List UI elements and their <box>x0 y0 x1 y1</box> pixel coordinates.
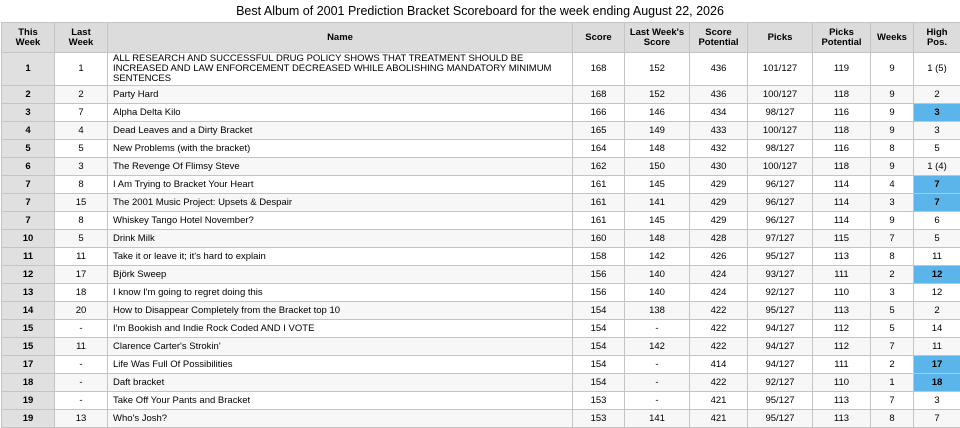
last-week-cell: - <box>55 320 108 338</box>
high-pos-cell: 11 <box>914 248 960 266</box>
high-pos-cell: 3 <box>914 122 960 140</box>
last-week-score-cell: - <box>625 392 690 410</box>
high-pos-cell: 12 <box>914 284 960 302</box>
picks-cell: 92/127 <box>748 374 813 392</box>
weeks-cell: 3 <box>871 284 914 302</box>
picks-potential-cell: 118 <box>813 158 871 176</box>
picks-potential-cell: 112 <box>813 338 871 356</box>
this-week-cell: 7 <box>2 194 55 212</box>
score-potential-cell: 432 <box>690 140 748 158</box>
picks-potential-cell: 111 <box>813 266 871 284</box>
score-cell: 160 <box>573 230 625 248</box>
last-week-cell: 1 <box>55 53 108 86</box>
score-potential-cell: 426 <box>690 248 748 266</box>
score-cell: 162 <box>573 158 625 176</box>
score-cell: 156 <box>573 266 625 284</box>
last-week-score-cell: - <box>625 320 690 338</box>
score-potential-cell: 422 <box>690 302 748 320</box>
table-row <box>2 356 960 374</box>
name-cell: The 2001 Music Project: Upsets & Despair <box>108 194 573 212</box>
picks-potential-cell: 114 <box>813 176 871 194</box>
this-week-cell: 10 <box>2 230 55 248</box>
table-row <box>2 53 960 86</box>
picks-potential-cell: 112 <box>813 320 871 338</box>
column-header-score-potential[interactable]: Score Potential <box>690 23 748 53</box>
last-week-cell: 11 <box>55 248 108 266</box>
this-week-cell: 6 <box>2 158 55 176</box>
picks-potential-cell: 110 <box>813 374 871 392</box>
last-week-score-cell: 148 <box>625 140 690 158</box>
name-cell: Life Was Full Of Possibilities <box>108 356 573 374</box>
this-week-cell: 4 <box>2 122 55 140</box>
score-potential-cell: 428 <box>690 230 748 248</box>
picks-cell: 93/127 <box>748 266 813 284</box>
score-potential-cell: 436 <box>690 86 748 104</box>
last-week-cell: 13 <box>55 410 108 428</box>
picks-cell: 98/127 <box>748 104 813 122</box>
last-week-score-cell: - <box>625 356 690 374</box>
weeks-cell: 2 <box>871 266 914 284</box>
name-cell: ALL RESEARCH AND SUCCESSFUL DRUG POLICY SHOWS THAT TREATMENT SHOULD BE INCREASED AND LAW ENFORCEMENT DECREASED WHILE ABOLISHING MANDATORY MINIMUM SENTENCES <box>108 53 573 86</box>
table-row <box>2 266 960 284</box>
this-week-cell: 12 <box>2 266 55 284</box>
last-week-cell: 5 <box>55 230 108 248</box>
score-cell: 154 <box>573 356 625 374</box>
high-pos-cell: 12 <box>914 266 960 284</box>
table-row <box>2 140 960 158</box>
score-potential-cell: 434 <box>690 104 748 122</box>
picks-cell: 100/127 <box>748 122 813 140</box>
weeks-cell: 9 <box>871 158 914 176</box>
name-cell: New Problems (with the bracket) <box>108 140 573 158</box>
last-week-cell: 15 <box>55 194 108 212</box>
this-week-cell: 14 <box>2 302 55 320</box>
picks-cell: 94/127 <box>748 338 813 356</box>
high-pos-cell: 1 (4) <box>914 158 960 176</box>
picks-cell: 100/127 <box>748 158 813 176</box>
score-potential-cell: 433 <box>690 122 748 140</box>
score-cell: 154 <box>573 374 625 392</box>
score-potential-cell: 422 <box>690 374 748 392</box>
score-cell: 161 <box>573 194 625 212</box>
name-cell: Clarence Carter's Strokin' <box>108 338 573 356</box>
column-header-weeks[interactable]: Weeks <box>871 23 914 53</box>
weeks-cell: 9 <box>871 122 914 140</box>
weeks-cell: 7 <box>871 392 914 410</box>
score-potential-cell: 429 <box>690 194 748 212</box>
picks-potential-cell: 115 <box>813 230 871 248</box>
score-potential-cell: 424 <box>690 266 748 284</box>
picks-potential-cell: 116 <box>813 140 871 158</box>
last-week-score-cell: 150 <box>625 158 690 176</box>
last-week-score-cell: 142 <box>625 338 690 356</box>
name-cell: Drink Milk <box>108 230 573 248</box>
name-cell: Who's Josh? <box>108 410 573 428</box>
high-pos-cell: 11 <box>914 338 960 356</box>
picks-cell: 95/127 <box>748 248 813 266</box>
score-cell: 158 <box>573 248 625 266</box>
this-week-cell: 15 <box>2 338 55 356</box>
last-week-score-cell: 146 <box>625 104 690 122</box>
high-pos-cell: 6 <box>914 212 960 230</box>
name-cell: Take Off Your Pants and Bracket <box>108 392 573 410</box>
score-cell: 166 <box>573 104 625 122</box>
score-potential-cell: 414 <box>690 356 748 374</box>
picks-potential-cell: 110 <box>813 284 871 302</box>
table-row <box>2 302 960 320</box>
score-cell: 168 <box>573 86 625 104</box>
last-week-score-cell: 140 <box>625 266 690 284</box>
this-week-cell: 2 <box>2 86 55 104</box>
column-header-name[interactable]: Name <box>108 23 573 53</box>
high-pos-cell: 17 <box>914 356 960 374</box>
table-row <box>2 284 960 302</box>
table-row <box>2 374 960 392</box>
name-cell: Whiskey Tango Hotel November? <box>108 212 573 230</box>
this-week-cell: 5 <box>2 140 55 158</box>
name-cell: I Am Trying to Bracket Your Heart <box>108 176 573 194</box>
table-row <box>2 338 960 356</box>
weeks-cell: 9 <box>871 104 914 122</box>
table-row <box>2 248 960 266</box>
column-header-picks[interactable]: Picks <box>748 23 813 53</box>
picks-cell: 101/127 <box>748 53 813 86</box>
high-pos-cell: 5 <box>914 230 960 248</box>
picks-potential-cell: 119 <box>813 53 871 86</box>
last-week-score-cell: 141 <box>625 194 690 212</box>
score-potential-cell: 422 <box>690 320 748 338</box>
picks-potential-cell: 113 <box>813 392 871 410</box>
last-week-cell: - <box>55 356 108 374</box>
high-pos-cell: 7 <box>914 410 960 428</box>
last-week-cell: 2 <box>55 86 108 104</box>
picks-cell: 96/127 <box>748 194 813 212</box>
weeks-cell: 9 <box>871 86 914 104</box>
name-cell: Björk Sweep <box>108 266 573 284</box>
picks-cell: 92/127 <box>748 284 813 302</box>
table-row <box>2 230 960 248</box>
last-week-score-cell: 152 <box>625 53 690 86</box>
column-header-this-week[interactable]: This Week <box>2 23 55 53</box>
name-cell: I'm Bookish and Indie Rock Coded AND I VOTE <box>108 320 573 338</box>
last-week-cell: 20 <box>55 302 108 320</box>
high-pos-cell: 7 <box>914 176 960 194</box>
score-potential-cell: 429 <box>690 212 748 230</box>
name-cell: Take it or leave it; it's hard to explain <box>108 248 573 266</box>
this-week-cell: 7 <box>2 176 55 194</box>
score-cell: 154 <box>573 320 625 338</box>
this-week-cell: 3 <box>2 104 55 122</box>
this-week-cell: 18 <box>2 374 55 392</box>
last-week-score-cell: 145 <box>625 212 690 230</box>
weeks-cell: 9 <box>871 53 914 86</box>
name-cell: Dead Leaves and a Dirty Bracket <box>108 122 573 140</box>
last-week-score-cell: 149 <box>625 122 690 140</box>
weeks-cell: 8 <box>871 410 914 428</box>
name-cell: I know I'm going to regret doing this <box>108 284 573 302</box>
last-week-cell: 7 <box>55 104 108 122</box>
this-week-cell: 11 <box>2 248 55 266</box>
high-pos-cell: 18 <box>914 374 960 392</box>
last-week-score-cell: 145 <box>625 176 690 194</box>
last-week-score-cell: 142 <box>625 248 690 266</box>
high-pos-cell: 5 <box>914 140 960 158</box>
picks-cell: 96/127 <box>748 176 813 194</box>
name-cell: Party Hard <box>108 86 573 104</box>
picks-potential-cell: 111 <box>813 356 871 374</box>
picks-cell: 97/127 <box>748 230 813 248</box>
this-week-cell: 7 <box>2 212 55 230</box>
this-week-cell: 17 <box>2 356 55 374</box>
score-cell: 154 <box>573 302 625 320</box>
score-cell: 164 <box>573 140 625 158</box>
last-week-cell: - <box>55 392 108 410</box>
score-cell: 153 <box>573 392 625 410</box>
high-pos-cell: 3 <box>914 392 960 410</box>
high-pos-cell: 1 (5) <box>914 53 960 86</box>
this-week-cell: 13 <box>2 284 55 302</box>
weeks-cell: 8 <box>871 248 914 266</box>
name-cell: Daft bracket <box>108 374 573 392</box>
weeks-cell: 5 <box>871 302 914 320</box>
score-potential-cell: 424 <box>690 284 748 302</box>
high-pos-cell: 7 <box>914 194 960 212</box>
picks-cell: 95/127 <box>748 410 813 428</box>
score-potential-cell: 430 <box>690 158 748 176</box>
table-row <box>2 194 960 212</box>
column-header-score[interactable]: Score <box>573 23 625 53</box>
table-row <box>2 176 960 194</box>
picks-potential-cell: 114 <box>813 194 871 212</box>
last-week-cell: 8 <box>55 212 108 230</box>
score-potential-cell: 421 <box>690 410 748 428</box>
score-cell: 168 <box>573 53 625 86</box>
this-week-cell: 19 <box>2 392 55 410</box>
table-row <box>2 410 960 428</box>
weeks-cell: 4 <box>871 176 914 194</box>
column-header-picks-potential[interactable]: Picks Potential <box>813 23 871 53</box>
picks-potential-cell: 116 <box>813 104 871 122</box>
picks-cell: 94/127 <box>748 320 813 338</box>
last-week-score-cell: - <box>625 374 690 392</box>
table-row <box>2 158 960 176</box>
score-cell: 154 <box>573 338 625 356</box>
weeks-cell: 8 <box>871 140 914 158</box>
name-cell: Alpha Delta Kilo <box>108 104 573 122</box>
score-potential-cell: 422 <box>690 338 748 356</box>
picks-cell: 94/127 <box>748 356 813 374</box>
score-cell: 165 <box>573 122 625 140</box>
table-row <box>2 212 960 230</box>
last-week-cell: 18 <box>55 284 108 302</box>
high-pos-cell: 3 <box>914 104 960 122</box>
weeks-cell: 7 <box>871 338 914 356</box>
this-week-cell: 19 <box>2 410 55 428</box>
column-header-last-week-score[interactable]: Last Week's Score <box>625 23 690 53</box>
column-header-high-pos[interactable]: High Pos. <box>914 23 960 53</box>
score-potential-cell: 436 <box>690 53 748 86</box>
table-row <box>2 392 960 410</box>
table-row <box>2 320 960 338</box>
last-week-cell: - <box>55 374 108 392</box>
weeks-cell: 9 <box>871 212 914 230</box>
weeks-cell: 7 <box>871 230 914 248</box>
table-row <box>2 122 960 140</box>
table-row <box>2 104 960 122</box>
last-week-score-cell: 138 <box>625 302 690 320</box>
name-cell: The Revenge Of Flimsy Steve <box>108 158 573 176</box>
last-week-cell: 8 <box>55 176 108 194</box>
scoreboard-table <box>1 22 960 428</box>
score-cell: 161 <box>573 212 625 230</box>
picks-cell: 100/127 <box>748 86 813 104</box>
high-pos-cell: 2 <box>914 86 960 104</box>
last-week-cell: 5 <box>55 140 108 158</box>
high-pos-cell: 14 <box>914 320 960 338</box>
picks-potential-cell: 114 <box>813 212 871 230</box>
last-week-cell: 3 <box>55 158 108 176</box>
picks-potential-cell: 113 <box>813 248 871 266</box>
last-week-cell: 4 <box>55 122 108 140</box>
weeks-cell: 5 <box>871 320 914 338</box>
picks-potential-cell: 118 <box>813 122 871 140</box>
picks-cell: 96/127 <box>748 212 813 230</box>
picks-cell: 98/127 <box>748 140 813 158</box>
picks-potential-cell: 118 <box>813 86 871 104</box>
header-row <box>2 23 960 53</box>
score-cell: 156 <box>573 284 625 302</box>
last-week-cell: 11 <box>55 338 108 356</box>
last-week-score-cell: 148 <box>625 230 690 248</box>
last-week-score-cell: 141 <box>625 410 690 428</box>
name-cell: How to Disappear Completely from the Bracket top 10 <box>108 302 573 320</box>
last-week-score-cell: 152 <box>625 86 690 104</box>
weeks-cell: 3 <box>871 194 914 212</box>
this-week-cell: 15 <box>2 320 55 338</box>
this-week-cell: 1 <box>2 53 55 86</box>
score-cell: 153 <box>573 410 625 428</box>
score-potential-cell: 429 <box>690 176 748 194</box>
weeks-cell: 2 <box>871 356 914 374</box>
last-week-cell: 17 <box>55 266 108 284</box>
score-potential-cell: 421 <box>690 392 748 410</box>
picks-cell: 95/127 <box>748 302 813 320</box>
column-header-last-week[interactable]: Last Week <box>55 23 108 53</box>
high-pos-cell: 2 <box>914 302 960 320</box>
picks-potential-cell: 113 <box>813 302 871 320</box>
last-week-score-cell: 140 <box>625 284 690 302</box>
picks-potential-cell: 113 <box>813 410 871 428</box>
picks-cell: 95/127 <box>748 392 813 410</box>
score-cell: 161 <box>573 176 625 194</box>
weeks-cell: 1 <box>871 374 914 392</box>
table-row <box>2 86 960 104</box>
page-title: Best Album of 2001 Prediction Bracket Scoreboard for the week ending August 22, 2026 <box>0 0 960 22</box>
